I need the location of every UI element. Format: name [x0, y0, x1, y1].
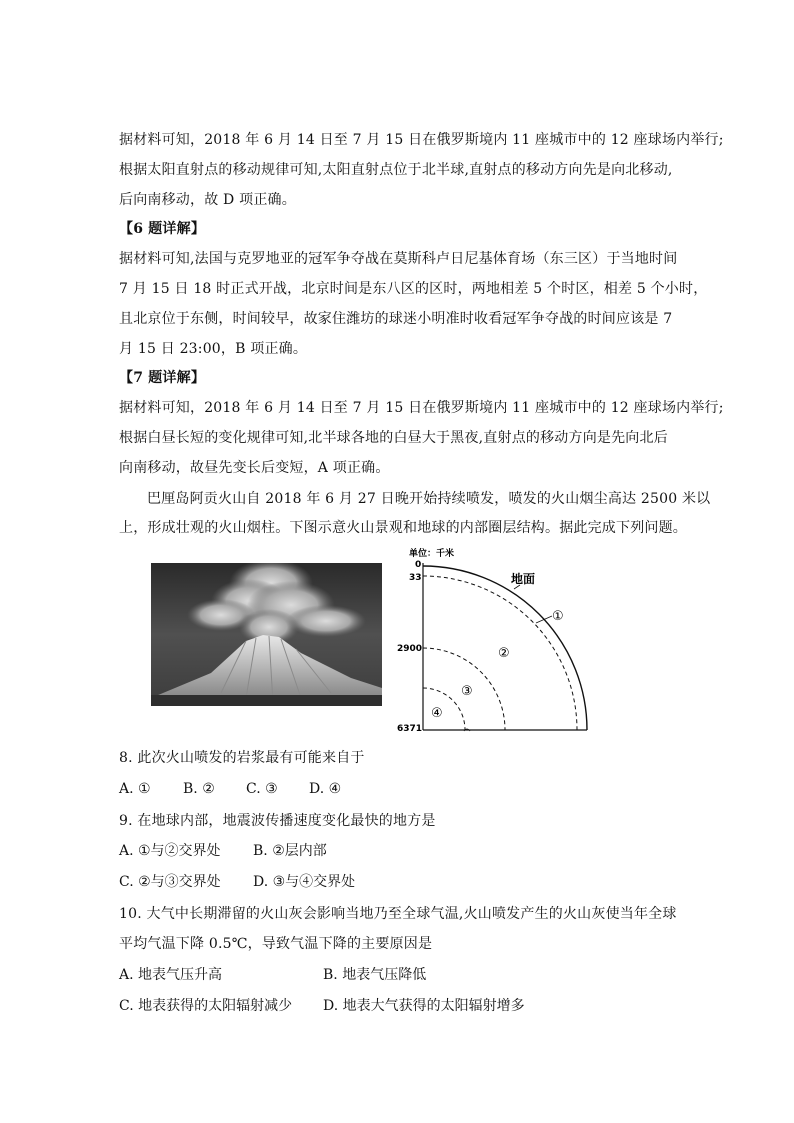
text-line: 据材料可知,法国与克罗地亚的冠军争夺战在莫斯科卢日尼基体育场（东三区）于当地时间 — [119, 251, 678, 267]
earth-structure-diagram — [390, 545, 600, 740]
layer-3-label: ③ — [461, 684, 473, 699]
text-line: 根据白昼长短的变化规律可知,北半球各地的白昼大于黑夜,直射点的移动方向是先向北后 — [119, 430, 668, 446]
layer-1-label: ① — [552, 609, 564, 624]
q9-option-a[interactable]: A. ①与②交界处 — [119, 843, 221, 859]
section-heading-6: 【6 题详解】 — [119, 221, 206, 237]
q10-option-b[interactable]: B. 地表气压降低 — [323, 967, 427, 983]
question-9-stem: 9. 在地球内部，地震波传播速度变化最快的地方是 — [119, 813, 436, 829]
depth-label-2900: 2900 — [397, 644, 423, 654]
depth-label-0: 0 — [415, 560, 422, 570]
q8-option-d[interactable]: D. ④ — [309, 781, 342, 797]
q8-option-c[interactable]: C. ③ — [246, 781, 278, 797]
layer-2-label: ② — [498, 646, 510, 661]
text-line: 根据太阳直射点的移动规律可知,太阳直射点位于北半球,直射点的移动方向先是向北移动, — [119, 162, 673, 178]
text-line: 7 月 15 日 18 时正式开战，北京时间是东八区的区时，两地相差 5 个时区，相差 5 个小时， — [119, 281, 708, 297]
text-line: 据材料可知，2018 年 6 月 14 日至 7 月 15 日在俄罗斯境内 11 座城市中的 12 座球场内举行; — [119, 132, 724, 148]
question-10-stem-line2: 平均气温下降 0.5℃，导致气温下降的主要原因是 — [119, 936, 433, 952]
q9-option-c[interactable]: C. ②与③交界处 — [119, 874, 221, 890]
unit-label: 单位：千米 — [409, 549, 455, 559]
depth-label-33: 33 — [409, 573, 422, 583]
q10-option-c[interactable]: C. 地表获得的太阳辐射减少 — [119, 998, 293, 1014]
q8-option-a[interactable]: A. ① — [119, 781, 151, 797]
section-heading-7: 【7 题详解】 — [119, 370, 206, 386]
question-10-stem-line1: 10. 大气中长期滞留的火山灰会影响当地乃至全球气温,火山喷发产生的火山灰使当年全球 — [119, 906, 677, 922]
text-line: 月 15 日 23:00，B 项正确。 — [119, 341, 308, 357]
q9-option-d[interactable]: D. ③与④交界处 — [253, 874, 356, 890]
volcano-photo — [151, 563, 382, 706]
q10-option-d[interactable]: D. 地表大气获得的太阳辐射增多 — [323, 998, 525, 1014]
text-line: 后向南移动，故 D 项正确。 — [119, 192, 296, 208]
text-line: 巴厘岛阿贡火山自 2018 年 6 月 27 日晚开始持续喷发，喷发的火山烟尘高达 2500 米以 — [147, 491, 711, 507]
text-line: 上，形成壮观的火山烟柱。下图示意火山景观和地球的内部圈层结构。据此完成下列问题。 — [119, 520, 687, 536]
q8-option-b[interactable]: B. ② — [183, 781, 215, 797]
q10-option-a[interactable]: A. 地表气压升高 — [119, 967, 223, 983]
earth-layers-svg — [390, 545, 600, 740]
text-line: 且北京位于东侧，时间较早，故家住潍坊的球迷小明准时收看冠军争夺战的时间应该是 7 — [119, 311, 673, 327]
question-8-stem: 8. 此次火山喷发的岩浆最有可能来自于 — [119, 750, 365, 766]
layer-4-label: ④ — [431, 706, 443, 721]
q9-option-b[interactable]: B. ②层内部 — [253, 843, 327, 859]
volcano-image — [151, 563, 382, 706]
text-line: 向南移动，故昼先变长后变短，A 项正确。 — [119, 460, 390, 476]
inner-core-arc — [423, 688, 465, 730]
depth-label-6371: 6371 — [397, 724, 423, 734]
text-line: 据材料可知，2018 年 6 月 14 日至 7 月 15 日在俄罗斯境内 11 座城市中的 12 座球场内举行; — [119, 400, 724, 416]
surface-label: 地面 — [511, 572, 536, 586]
